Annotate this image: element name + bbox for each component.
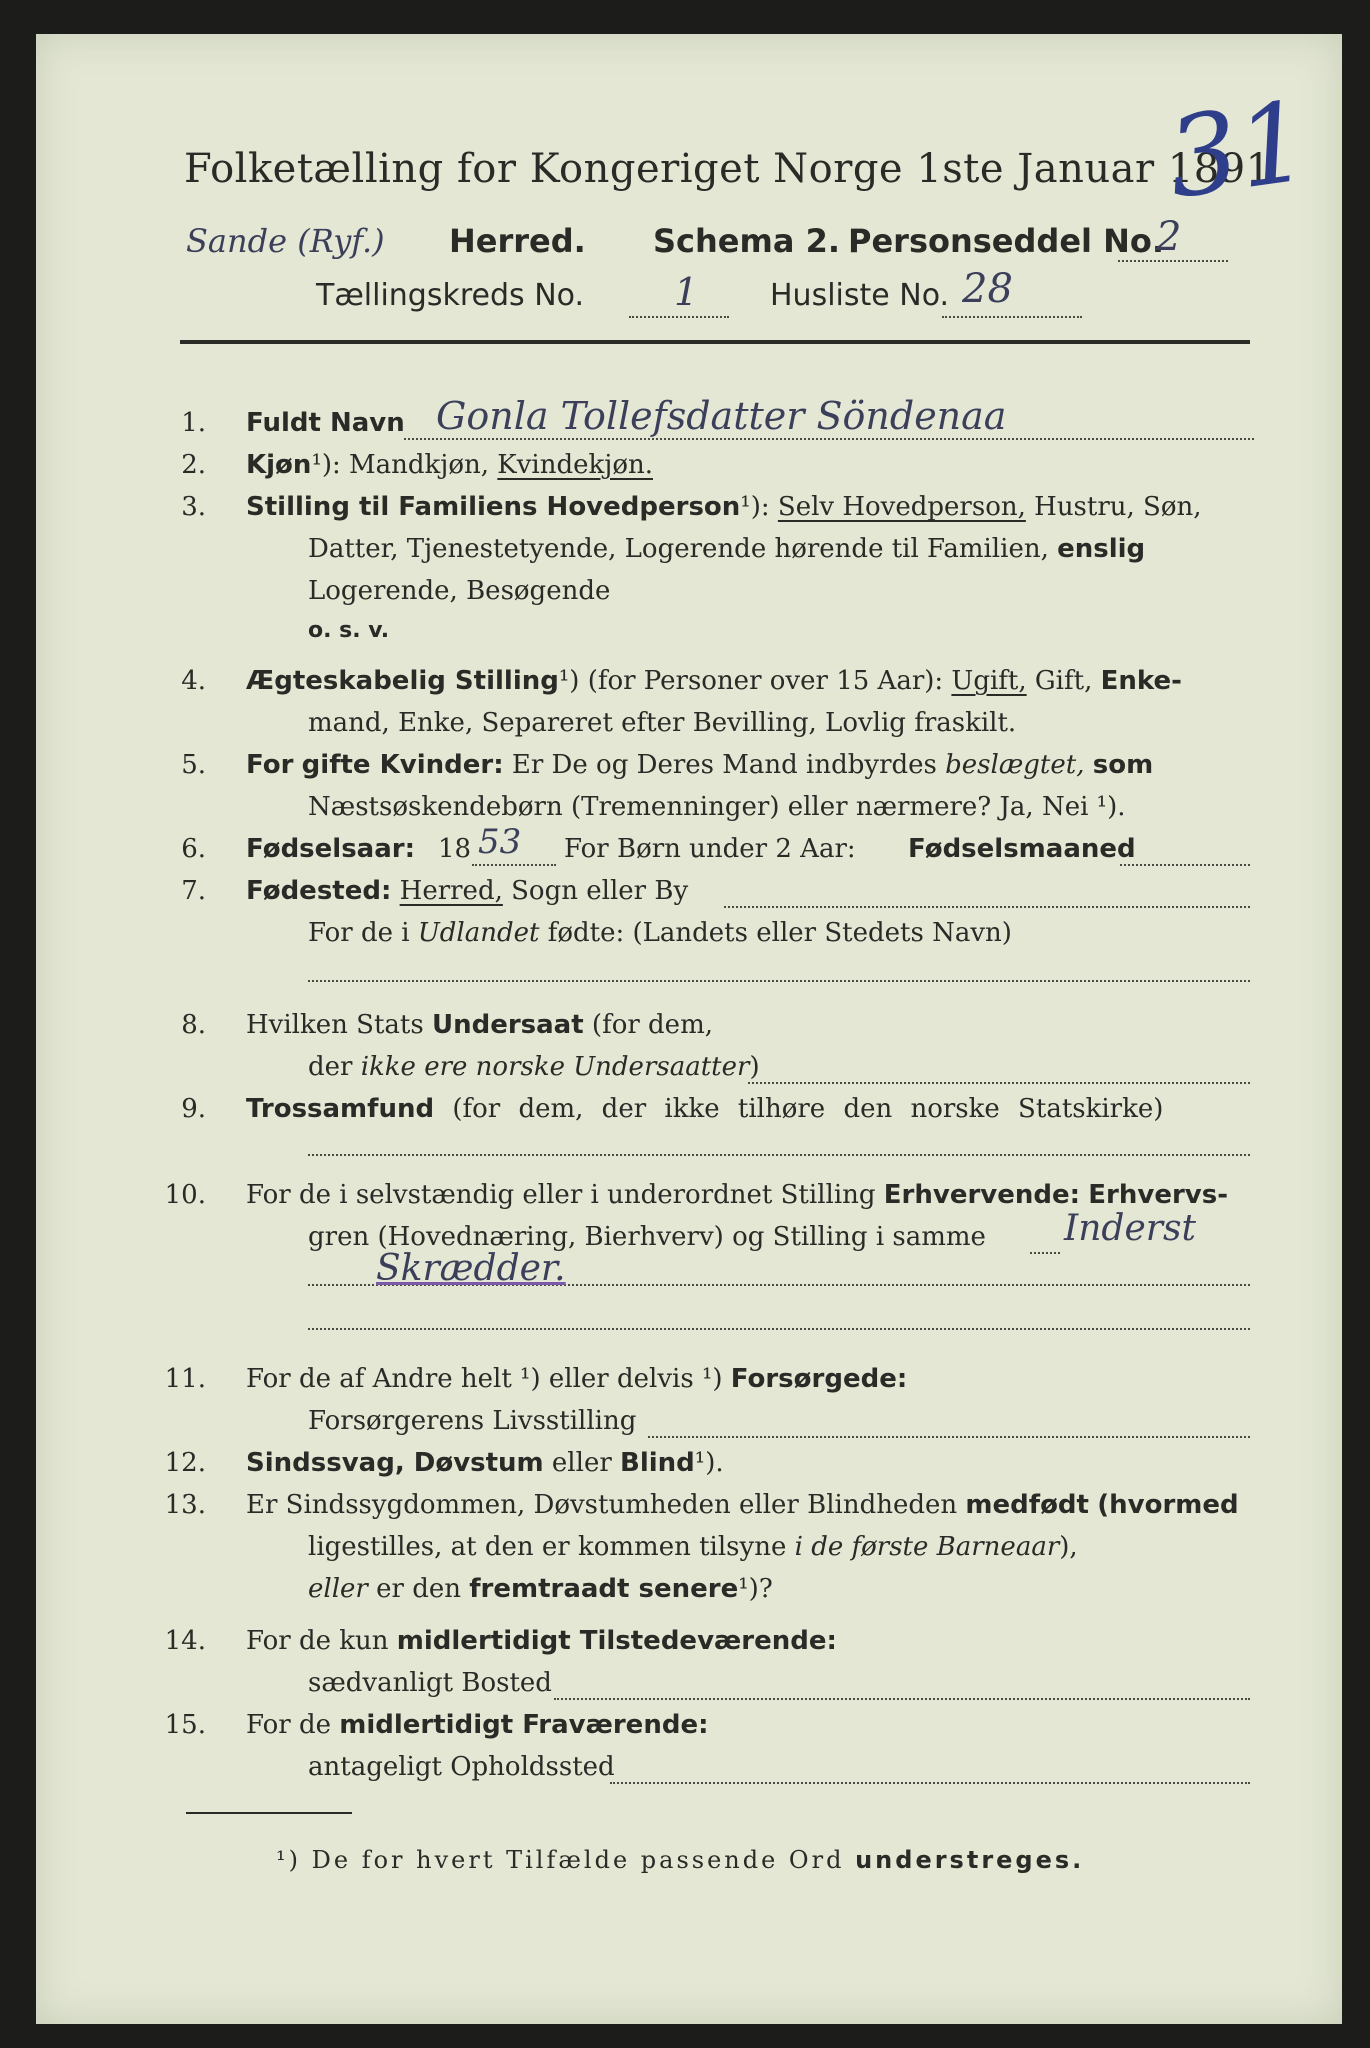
item-number: 10. [164, 1180, 206, 1210]
gifte-question: Er De og Deres Mand indbyrdes [511, 750, 937, 780]
label-stilling [246, 492, 1202, 522]
label-born-under-2: For Børn under 2 Aar: [564, 834, 856, 864]
aegteskab-selected: Ugift, [951, 666, 1027, 696]
label-tilstede [246, 1626, 837, 1656]
medfodt-senere: fremtraadt senere [469, 1574, 739, 1604]
trossamfund-title: Trossamfund [246, 1094, 435, 1124]
stilling-options: Hustru, Søn, [1034, 492, 1202, 522]
value-name: Gonla Tollefsdatter Söndenaa [436, 394, 1007, 438]
tilstede-line2: sædvanligt Bosted [308, 1668, 552, 1698]
forsorgede-line2: Forsørgerens Livsstilling [308, 1406, 637, 1436]
sindssvag-blind: Blind [620, 1448, 695, 1478]
item-number: 6. [181, 834, 206, 864]
item-number: 8. [181, 1010, 206, 1040]
personseddel-label: Personseddel No. [848, 222, 1165, 260]
fodested-title: Fødested: [246, 876, 392, 906]
fodested-selected: Herred, [399, 876, 503, 906]
footnote-bold: understreges. [855, 1846, 1085, 1874]
aegteskab-line2: mand, Enke, Separeret efter Bevilling, Lovlig fraskilt. [308, 708, 1017, 738]
fodselsaar-prefix: 18 [438, 834, 472, 864]
stilling-title: Stilling til Familiens Hovedperson [246, 492, 741, 522]
medfodt-hvormed: (hvormed [1097, 1490, 1239, 1520]
fodested-note: fødte: (Landets eller Stedets Navn) [547, 918, 1012, 948]
gifte-for: For [246, 750, 294, 780]
footnote-text: De for hvert Tilfælde passende Ord [311, 1846, 845, 1874]
stilling-selected: Selv Hovedperson, [777, 492, 1026, 522]
value-birthyear: 53 [478, 822, 522, 862]
erhverv-cont: Erhvervs- [1088, 1180, 1229, 1210]
label-medfodt [246, 1490, 1239, 1520]
medfodt-barneaar: i de første Barneaar [794, 1532, 1060, 1562]
husliste-number: 28 [962, 266, 1013, 312]
stilling-enslig: enslig [1057, 534, 1146, 564]
gifte-title: gifte Kvinder: [301, 750, 504, 780]
label-erhverv [246, 1180, 1228, 1210]
item-number: 1. [181, 408, 206, 438]
trossamfund-note: (for dem, der ikke tilhøre den norske Statskirke) [452, 1094, 1164, 1124]
herred-handwritten: Sande (Ryf.) [186, 222, 385, 260]
kjon-options: ¹): Mandkjøn, [311, 450, 490, 480]
fodested-udlandet: Udlandet [417, 918, 540, 948]
medfodt-mark: ¹)? [738, 1574, 773, 1604]
medfodt-erden: er den [376, 1574, 461, 1604]
schema-label: Schema 2. [653, 222, 840, 260]
undersaat-pre: Hvilken Stats [246, 1010, 424, 1040]
census-form-sheet [36, 34, 1342, 2024]
kreds-label: Tællingskreds No. [316, 278, 584, 313]
label-fodselsmaaned: Fødselsmaaned [908, 834, 1136, 864]
personseddel-number: 2 [1156, 214, 1182, 260]
undersaat-title: Undersaat [431, 1010, 584, 1040]
sindssvag-eller: eller [551, 1448, 612, 1478]
erhverv-pre: For de i selvstændig eller i underordnet Stilling [246, 1180, 876, 1210]
value-occupation-1: Inderst [1064, 1208, 1196, 1249]
sindssvag-title: Sindssvag, Døvstum [246, 1448, 544, 1478]
item-number: 15. [164, 1710, 206, 1740]
medfodt-lige: ligestilles, at den er kommen tilsyne [308, 1532, 787, 1562]
footnote [276, 1846, 1084, 1874]
kjon-title: Kjøn [246, 450, 312, 480]
medfodt-pre: Er Sindssygdommen, Døvstumheden eller Blindheden [246, 1490, 958, 1520]
undersaat-der: der [308, 1052, 353, 1082]
stamp-number: 31 [1159, 76, 1317, 224]
label-kjon [246, 450, 653, 480]
item-number: 14. [164, 1626, 206, 1656]
kjon-selected: Kvindekjøn. [497, 450, 653, 480]
form-title: Folketælling for Kongeriget Norge 1ste Januar 1891. [184, 146, 1285, 192]
label-undersaat [246, 1010, 713, 1040]
stilling-line3: Logerende, Besøgende [308, 576, 611, 606]
item-number: 9. [181, 1094, 206, 1124]
medfodt-line3 [308, 1574, 773, 1604]
label-gifte [246, 750, 1153, 780]
stilling-line2 [308, 534, 1145, 564]
gifte-som: som [1092, 750, 1154, 780]
aegteskab-gift: Gift, [1034, 666, 1093, 696]
erhverv-title: Erhvervende: [883, 1180, 1081, 1210]
label-fodselsaar: Fødselsaar: [246, 834, 415, 864]
item-number: 13. [164, 1490, 206, 1520]
forsorgede-pre: For de af Andre helt ¹) eller delvis ¹) [246, 1364, 723, 1394]
item-number: 5. [181, 750, 206, 780]
sindssvag-mark: ¹). [694, 1448, 724, 1478]
erhverv-line2: gren (Hovednæring, Bierhverv) og Stilling i samme [308, 1222, 986, 1252]
item-number: 3. [181, 492, 206, 522]
label-fodested [246, 876, 688, 906]
stilling-osv: o. s. v. [308, 618, 390, 643]
label-aegteskab [246, 666, 1182, 696]
footnote-mark: ¹) [276, 1846, 301, 1874]
undersaat-close: ) [749, 1052, 760, 1082]
undersaat-line2 [308, 1052, 760, 1082]
husliste-label: Husliste No. [770, 278, 950, 313]
fodested-for: For de i [308, 918, 410, 948]
label-forsorgede [246, 1364, 907, 1394]
tilstede-pre: For de kun [246, 1626, 389, 1656]
aegteskab-enke: Enke- [1100, 666, 1182, 696]
value-occupation-2: Skrædder. [376, 1248, 566, 1289]
medfodt-eller: eller [308, 1574, 368, 1604]
undersaat-italic: ikke ere norske Undersaatter [360, 1052, 750, 1082]
item-number: 4. [181, 666, 206, 696]
gifte-beslaegtet: beslægtet, [945, 750, 1085, 780]
stilling-options-2: Datter, Tjenestetyende, Logerende hørende til Familien, [308, 534, 1049, 564]
medfodt-line2 [308, 1532, 1078, 1562]
label-fuldt-navn: Fuldt Navn [246, 408, 405, 438]
label-trossamfund [246, 1094, 1163, 1124]
header-rule [180, 340, 1250, 344]
gifte-line2: Næstsøskendebørn (Tremenninger) eller nærmere? Ja, Nei ¹). [308, 792, 1126, 822]
fravaerende-line2: antageligt Opholdssted [308, 1752, 615, 1782]
item-number: 11. [164, 1364, 206, 1394]
undersaat-note: (for dem, [591, 1010, 713, 1040]
footnote-rule [186, 1812, 352, 1814]
tilstede-title: midlertidigt Tilstedeværende: [396, 1626, 837, 1656]
medfodt-title: medfødt [965, 1490, 1089, 1520]
item-number: 12. [164, 1448, 206, 1478]
aegteskab-note: ¹) (for Personer over 15 Aar): [558, 666, 944, 696]
fravaerende-title: midlertidigt Fraværende: [339, 1710, 709, 1740]
item-number: 2. [181, 450, 206, 480]
medfodt-close: ), [1059, 1532, 1078, 1562]
kreds-number: 1 [674, 270, 699, 314]
fravaerende-pre: For de [246, 1710, 331, 1740]
label-sindssvag [246, 1448, 724, 1478]
label-fravaerende [246, 1710, 708, 1740]
forsorgede-title: Forsørgede: [730, 1364, 908, 1394]
fodested-line2 [308, 918, 1012, 948]
stilling-mark: ¹): [740, 492, 770, 522]
aegteskab-title: Ægteskabelig Stilling [246, 666, 559, 696]
item-number: 7. [181, 876, 206, 906]
fodested-options: Sogn eller By [511, 876, 689, 906]
herred-label: Herred. [449, 222, 586, 260]
